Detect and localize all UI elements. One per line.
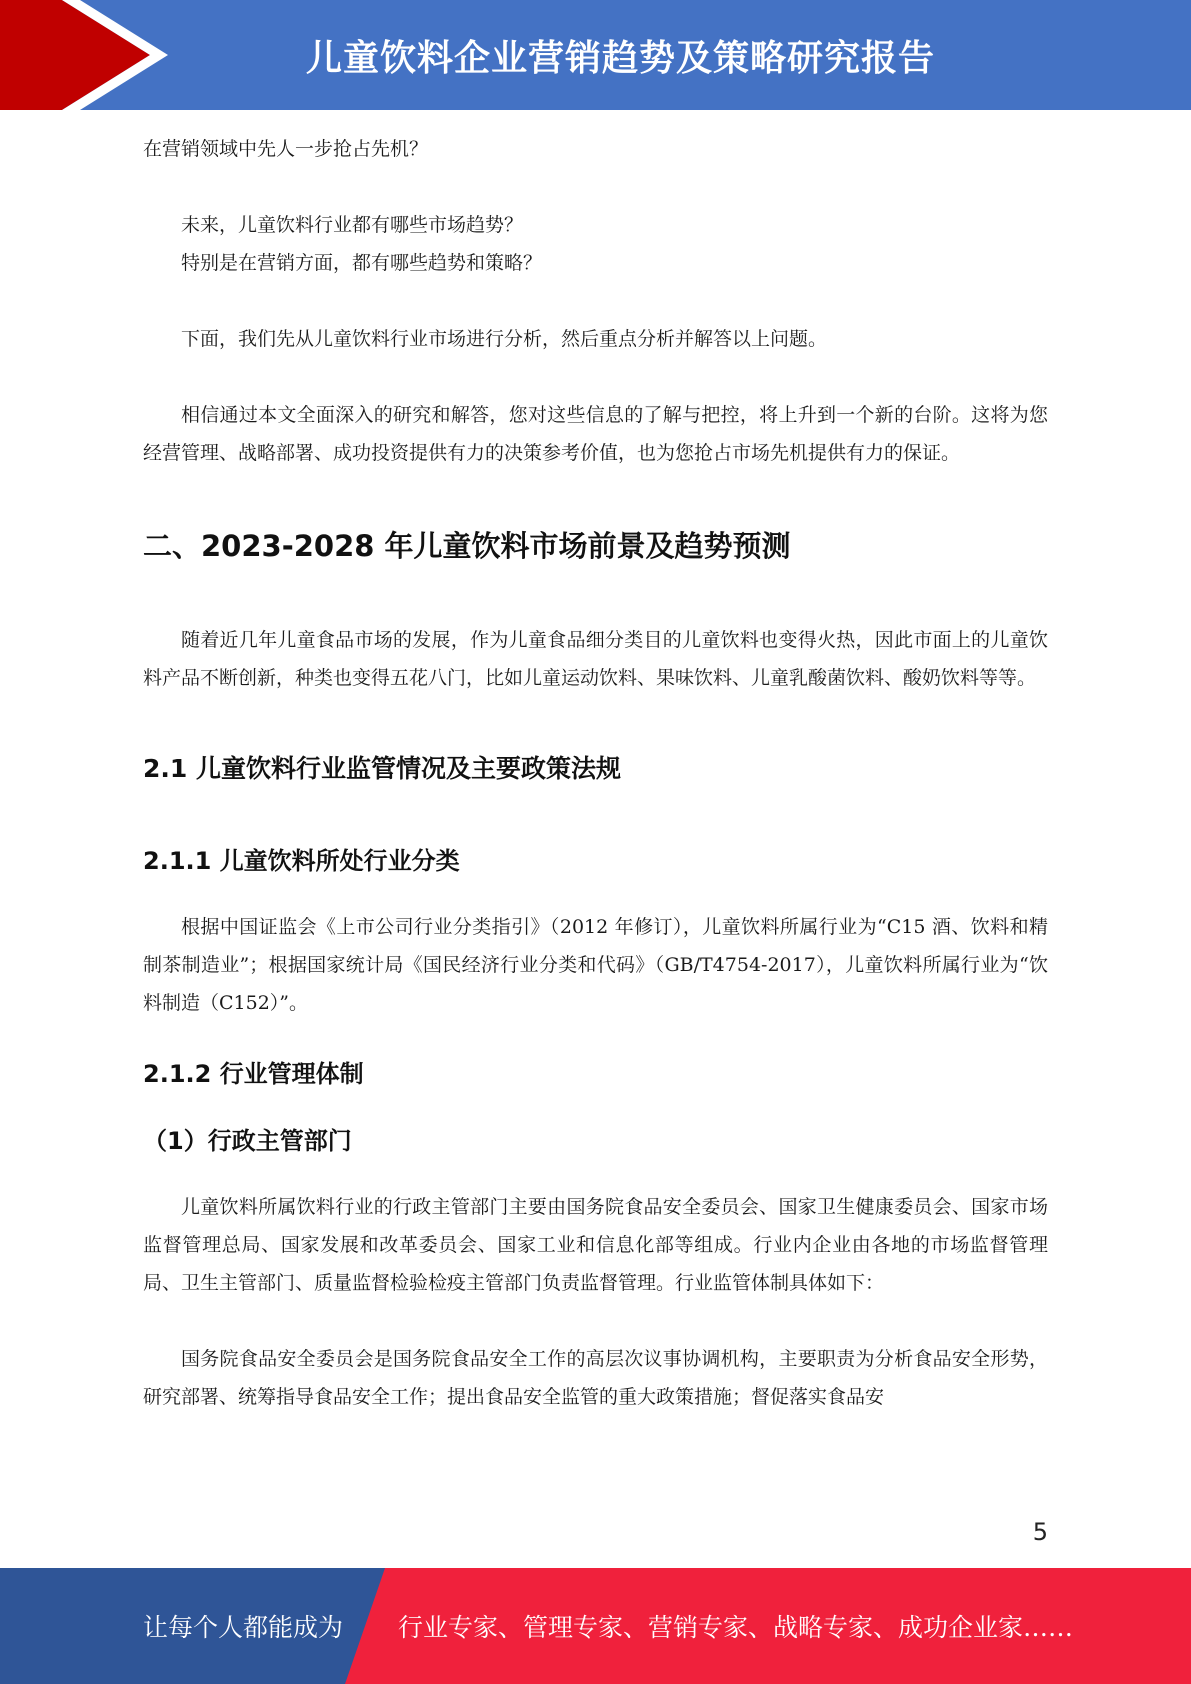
paragraph-market-development: 随着近几年儿童食品市场的发展，作为儿童食品细分类目的儿童饮料也变得火热，因此市面上的儿童饮料产品不断创新，种类也变得五花八门，比如儿童运动饮料、果味饮料、儿童乳酸菌饮料、酸奶饮料等等。 <box>143 629 1048 689</box>
paragraph-intro-end: 在营销领域中先人一步抢占先机？ <box>143 138 429 160</box>
question-marketing-strategy: 特别是在营销方面，都有哪些趋势和策略？ <box>181 252 543 274</box>
paragraph-food-safety-committee: 国务院食品安全委员会是国务院食品安全工作的高层次议事协调机构，主要职责为分析食品安全形势，研究部署、统筹指导食品安全工作；提出食品安全监管的重大政策措施；督促落实食品安 <box>143 1348 1048 1408</box>
question-market-trends: 未来，儿童饮料行业都有哪些市场趋势？ <box>181 214 524 236</box>
subsection-heading-2-1: 2.1 儿童饮料行业监管情况及主要政策法规 <box>143 754 621 783</box>
section-heading-2: 二、2023-2028 年儿童饮料市场前景及趋势预测 <box>143 529 791 563</box>
subsection-heading-2-1-1: 2.1.1 儿童饮料所处行业分类 <box>143 847 460 875</box>
report-title: 儿童饮料企业营销趋势及策略研究报告 <box>305 37 935 79</box>
page-header <box>0 0 1191 110</box>
page-content <box>143 130 1048 1416</box>
paragraph-analysis-plan: 下面，我们先从儿童饮料行业市场进行分析，然后重点分析并解答以上问题。 <box>181 328 828 350</box>
paragraph-regulatory-bodies: 儿童饮料所属饮料行业的行政主管部门主要由国务院食品安全委员会、国家卫生健康委员会、国家市场监督管理总局、国家发展和改革委员会、国家工业和信息化部等组成。行业内企业由各地的市场监督管理局、卫生主管部门、质量监督检验检疫主管部门负责监督管理。行业监管体制具体如下： <box>143 1196 1048 1294</box>
paragraph-value-statement: 相信通过本文全面深入的研究和解答，您对这些信息的了解与把控，将上升到一个新的台阶。这将为您经营管理、战略部署、成功投资提供有力的决策参考价值，也为您抢占市场先机提供有力的保证。 <box>143 404 1048 464</box>
footer-slogan: 让每个人都能成为 <box>143 1613 344 1642</box>
footer-roles: 行业专家、管理专家、营销专家、战略专家、成功企业家…… <box>398 1613 1074 1642</box>
header-red-chevron <box>0 0 150 110</box>
paragraph-industry-classification: 根据中国证监会《上市公司行业分类指引》（2012 年修订），儿童饮料所属行业为“C15 酒、饮料和精制茶制造业”；根据国家统计局《国民经济行业分类和代码》（GB/T4754-2017），儿童饮料所属行业为“饮料制造（C152）”。 <box>143 916 1048 1014</box>
page-footer <box>0 1568 1191 1684</box>
heading-administrative-departments: （1）行政主管部门 <box>143 1127 352 1155</box>
page-number: 5 <box>1032 1518 1048 1546</box>
subsection-heading-2-1-2: 2.1.2 行业管理体制 <box>143 1060 364 1088</box>
